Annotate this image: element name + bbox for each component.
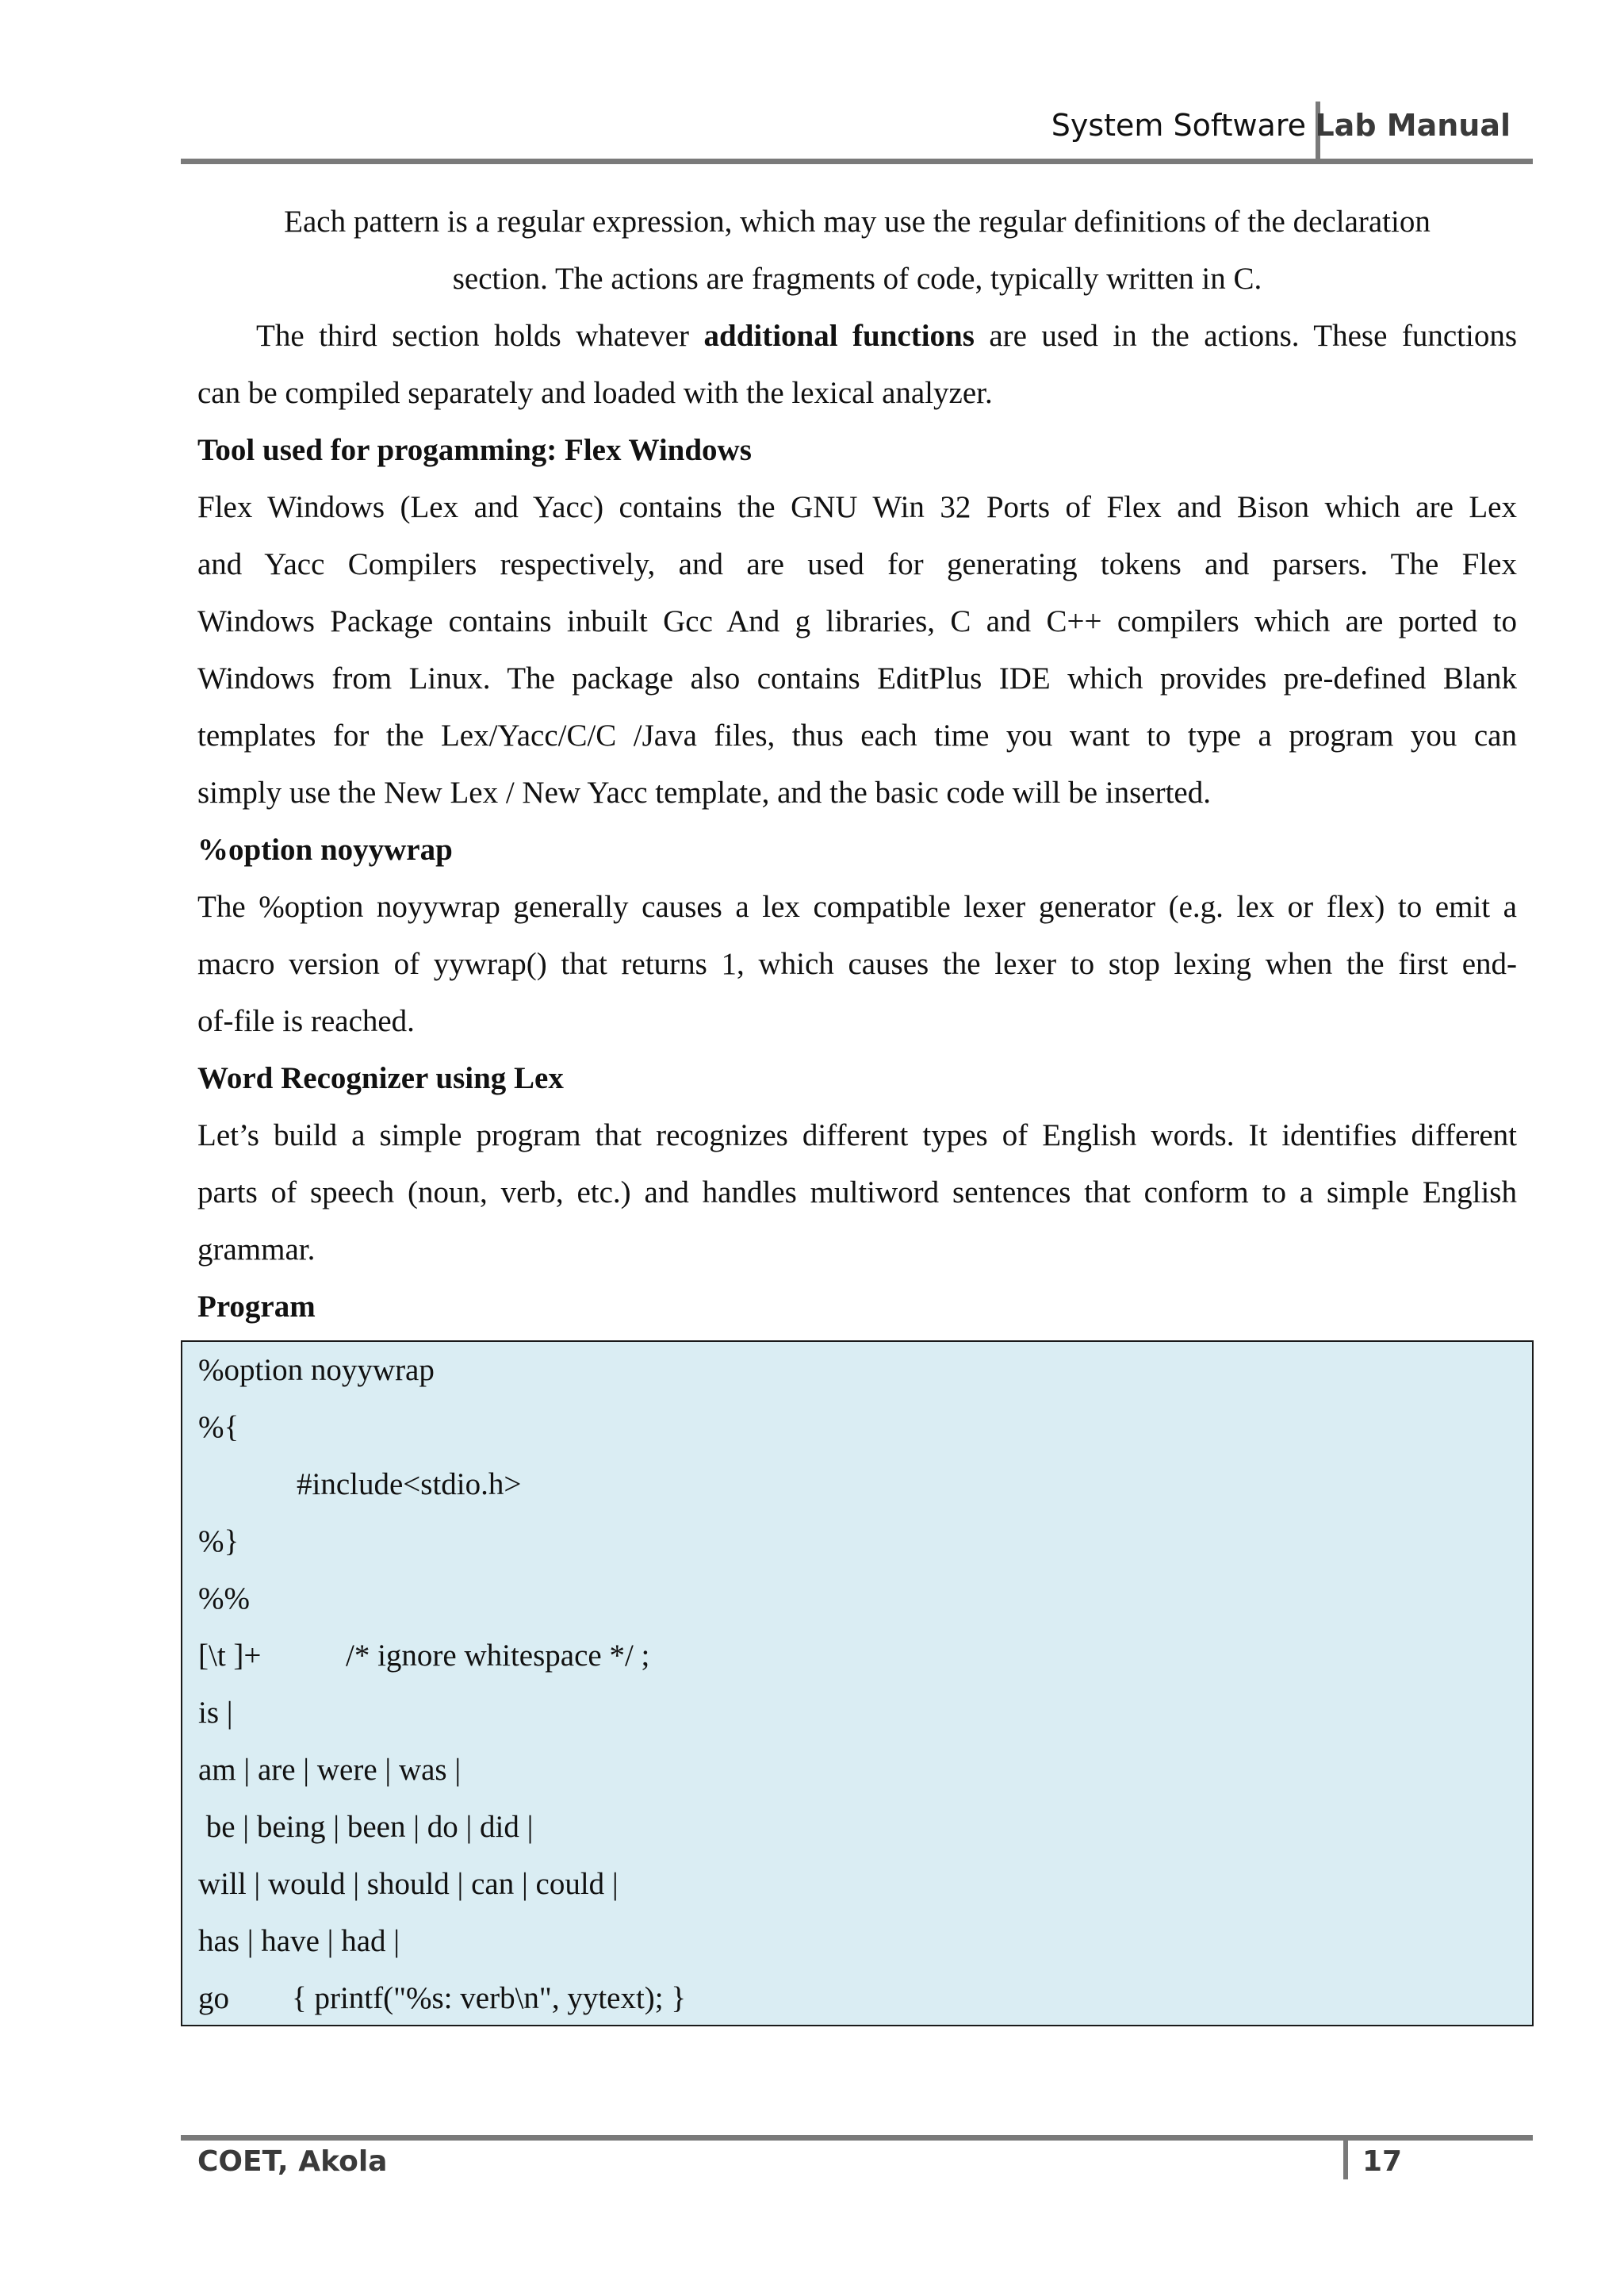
text-run: are used in the actions. These functions — [974, 319, 1517, 353]
text-run: The third section holds whatever — [256, 319, 704, 353]
section-heading — [197, 422, 1517, 479]
code-line: has | have | had | — [198, 1924, 400, 1958]
footer-separator — [1343, 2135, 1348, 2179]
code-listing — [198, 1342, 686, 2027]
paragraph-line: of-file is reached. — [197, 1004, 415, 1038]
code-pattern: [\t ]+ — [198, 1639, 262, 1673]
code-line: %option noyywrap — [198, 1353, 435, 1387]
code-block — [181, 1340, 1534, 2026]
header-manual-label: Lab Manual — [1315, 108, 1511, 143]
code-line: %% — [198, 1581, 250, 1616]
code-line: %} — [198, 1524, 239, 1558]
code-line: %{ — [198, 1410, 239, 1444]
code-line: am | are | were | was | — [198, 1753, 462, 1787]
code-line: be | being | been | do | did | — [198, 1810, 534, 1844]
paragraph-line: simply use the New Lex / New Yacc template, and the basic code will be inserted. — [197, 776, 1211, 810]
code-line — [198, 1970, 686, 2027]
paragraph-line: The %option noyywrap generally causes a lex compatible lexer generator (e.g. lex or flex) to emit a — [197, 890, 1517, 924]
header-rule — [181, 159, 1533, 164]
section-heading — [197, 1278, 1517, 1336]
code-line — [198, 1627, 686, 1685]
footer-rule — [181, 2135, 1533, 2141]
option-heading: %option noyywrap — [197, 833, 453, 867]
header-title: System Software — [1051, 108, 1306, 143]
page-number: 17 — [1362, 2145, 1403, 2178]
paragraph-line: templates for the Lex/Yacc/C/C /Java files, thus each time you want to type a program you can — [197, 719, 1517, 753]
program-heading: Program — [197, 1290, 316, 1324]
code-action: /* ignore whitespace */ ; — [346, 1639, 650, 1673]
bold-term: additional functions — [703, 319, 975, 353]
word-heading: Word Recognizer using Lex — [197, 1061, 564, 1095]
section-heading — [197, 1050, 1517, 1107]
paragraph-line: Windows Package contains inbuilt Gcc And g libraries, C and C++ compilers which are ported to — [197, 604, 1517, 638]
paragraph-line: can be compiled separately and loaded with the lexical analyzer. — [197, 376, 993, 410]
paragraph-line: Each pattern is a regular expression, which may use the regular definitions of the declaration — [284, 205, 1431, 239]
code-line: is | — [198, 1696, 233, 1730]
code-pattern: go — [198, 1981, 229, 2015]
code-line: #include<stdio.h> — [297, 1467, 522, 1501]
paragraph-line: macro version of yywrap() that returns 1, which causes the lexer to stop lexing when the first end- — [197, 947, 1517, 981]
body-text — [197, 194, 1517, 1336]
tool-heading: Tool used for progamming: Flex Windows — [197, 433, 752, 467]
paragraph-line: grammar. — [197, 1232, 316, 1267]
paragraph-line: Windows from Linux. The package also contains EditPlus IDE which provides pre-defined Blank — [197, 661, 1517, 696]
paragraph-line: section. The actions are fragments of code, typically written in C. — [452, 262, 1262, 296]
page-header — [181, 102, 1533, 162]
code-line: will | would | should | can | could | — [198, 1867, 619, 1901]
paragraph-line — [197, 308, 1517, 365]
paragraph-line: and Yacc Compilers respectively, and are used for generating tokens and parsers. The Flex — [197, 547, 1517, 581]
paragraph-line: parts of speech (noun, verb, etc.) and handles multiword sentences that conform to a simple English — [197, 1175, 1517, 1209]
section-heading — [197, 822, 1517, 879]
paragraph-line: Let’s build a simple program that recognizes different types of English words. It identifies different — [197, 1118, 1517, 1152]
paragraph-line: Flex Windows (Lex and Yacc) contains the GNU Win 32 Ports of Flex and Bison which are Lex — [197, 490, 1517, 524]
footer-institution: COET, Akola — [197, 2145, 388, 2178]
code-action: { printf("%s: verb\n", yytext); } — [292, 1981, 687, 2015]
